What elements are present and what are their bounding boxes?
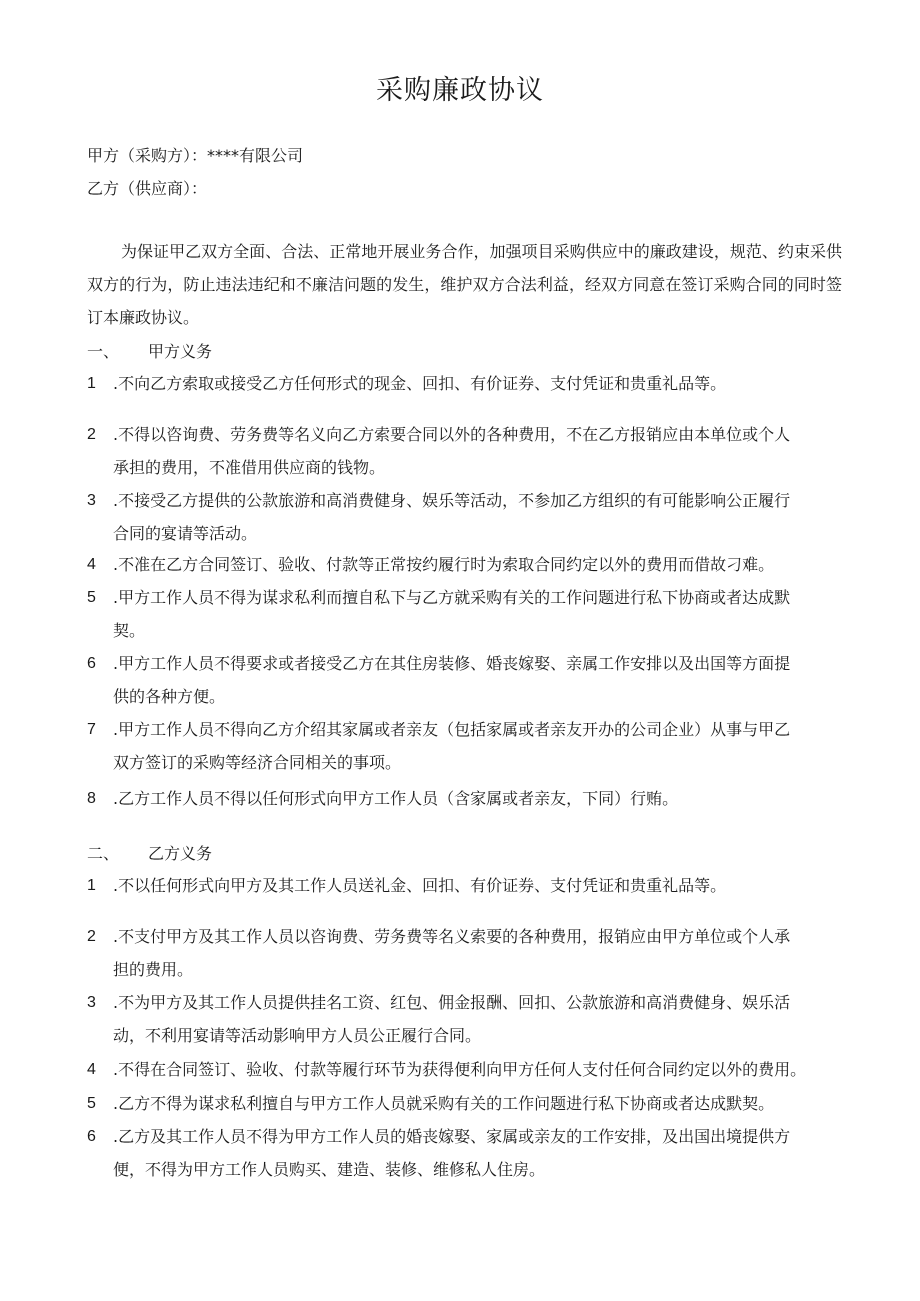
list-item <box>87 367 847 400</box>
section-2-heading <box>87 841 212 864</box>
item-number: 4 <box>87 1061 96 1078</box>
item-number: 8 <box>87 790 96 807</box>
section-title: 甲方义务 <box>148 342 213 361</box>
section-1-heading <box>87 339 212 362</box>
party-b-line: 乙方（供应商）： <box>87 179 208 198</box>
item-text-cont: 供的各种方便。 <box>113 687 226 706</box>
list-item <box>87 581 847 647</box>
document-title: 采购廉政协议 <box>376 75 544 106</box>
item-number: 1 <box>87 375 96 392</box>
item-text-cont: 契。 <box>113 621 146 640</box>
list-item <box>87 1120 847 1186</box>
item-text: .不支付甲方及其工作人员以咨询费、劳务费等名义索要的各种费用，报销应由甲方单位或个人承 <box>113 927 791 946</box>
item-text: .甲方工作人员不得为谋求私利而擅自私下与乙方就采购有关的工作问题进行私下协商或者达成默 <box>113 588 791 607</box>
item-text: .不接受乙方提供的公款旅游和高消费健身、娱乐等活动，不参加乙方组织的有可能影响公正履行 <box>113 491 791 510</box>
item-text: .不得以咨询费、劳务费等名义向乙方索要合同以外的各种费用，不在乙方报销应由本单位或个人 <box>113 425 791 444</box>
item-text-cont: 合同的宴请等活动。 <box>113 524 258 543</box>
list-item <box>87 418 847 484</box>
list-item <box>87 869 847 902</box>
item-number: 3 <box>87 492 96 509</box>
item-text: .乙方不得为谋求私利擅自与甲方工作人员就采购有关的工作问题进行私下协商或者达成默契。 <box>113 1094 775 1113</box>
list-item <box>87 647 847 713</box>
item-number: 1 <box>87 877 96 894</box>
item-text-cont: 承担的费用，不准借用供应商的钱物。 <box>113 458 386 477</box>
item-number: 2 <box>87 426 96 443</box>
list-item <box>87 1087 847 1120</box>
item-number: 6 <box>87 655 96 672</box>
list-item <box>87 986 847 1052</box>
item-text: .不向乙方索取或接受乙方任何形式的现金、回扣、有价证券、支付凭证和贵重礼品等。 <box>113 374 727 393</box>
item-text: .甲方工作人员不得向乙方介绍其家属或者亲友（包括家属或者亲友开办的公司企业）从事与甲乙 <box>113 720 791 739</box>
item-number: 2 <box>87 928 96 945</box>
item-text: .甲方工作人员不得要求或者接受乙方在其住房装修、婚丧嫁娶、亲属工作安排以及出国等方面提 <box>113 654 791 673</box>
list-item <box>87 548 847 581</box>
item-number: 7 <box>87 721 96 738</box>
item-number: 6 <box>87 1128 96 1145</box>
item-text: .乙方工作人员不得以任何形式向甲方工作人员（含家属或者亲友，下同）行贿。 <box>113 789 679 808</box>
item-text-cont: 便，不得为甲方工作人员购买、建造、装修、维修私人住房。 <box>113 1160 546 1179</box>
list-item <box>87 920 847 986</box>
list-item <box>87 782 847 815</box>
item-text: .不为甲方及其工作人员提供挂名工资、红包、佣金报酬、回扣、公款旅游和高消费健身、娱乐活 <box>113 993 791 1012</box>
item-text-cont: 双方签订的采购等经济合同相关的事项。 <box>113 753 402 772</box>
section-title: 乙方义务 <box>148 844 213 863</box>
item-text: .不以任何形式向甲方及其工作人员送礼金、回扣、有价证券、支付凭证和贵重礼品等。 <box>113 876 727 895</box>
item-text: .不得在合同签订、验收、付款等履行环节为获得便利向甲方任何人支付任何合同约定以外的费用。 <box>113 1060 807 1079</box>
list-item <box>87 484 847 550</box>
item-text-cont: 动，不利用宴请等活动影响甲方人员公正履行合同。 <box>113 1026 482 1045</box>
item-text: .不准在乙方合同签订、验收、付款等正常按约履行时为索取合同约定以外的费用而借故刁难。 <box>113 555 775 574</box>
list-item <box>87 713 847 779</box>
item-number: 5 <box>87 1095 96 1112</box>
section-number: 一、 <box>87 342 120 361</box>
list-item <box>87 1053 847 1086</box>
item-text-cont: 担的费用。 <box>113 960 194 979</box>
party-a-line: 甲方（采购方）：****有限公司 <box>87 146 304 165</box>
item-text: .乙方及其工作人员不得为甲方工作人员的婚丧嫁娶、家属或亲友的工作安排，及出国出境提供方 <box>113 1127 791 1146</box>
item-number: 3 <box>87 994 96 1011</box>
item-number: 4 <box>87 556 96 573</box>
section-number: 二、 <box>87 844 120 863</box>
intro-paragraph: 为保证甲乙双方全面、合法、正常地开展业务合作，加强项目采购供应中的廉政建设，规范、约束采供双方的行为，防止违法违纪和不廉洁问题的发生，维护双方合法利益，经双方同意在签订采购合同的同时签订本廉政协议。 <box>87 242 842 327</box>
item-number: 5 <box>87 589 96 606</box>
